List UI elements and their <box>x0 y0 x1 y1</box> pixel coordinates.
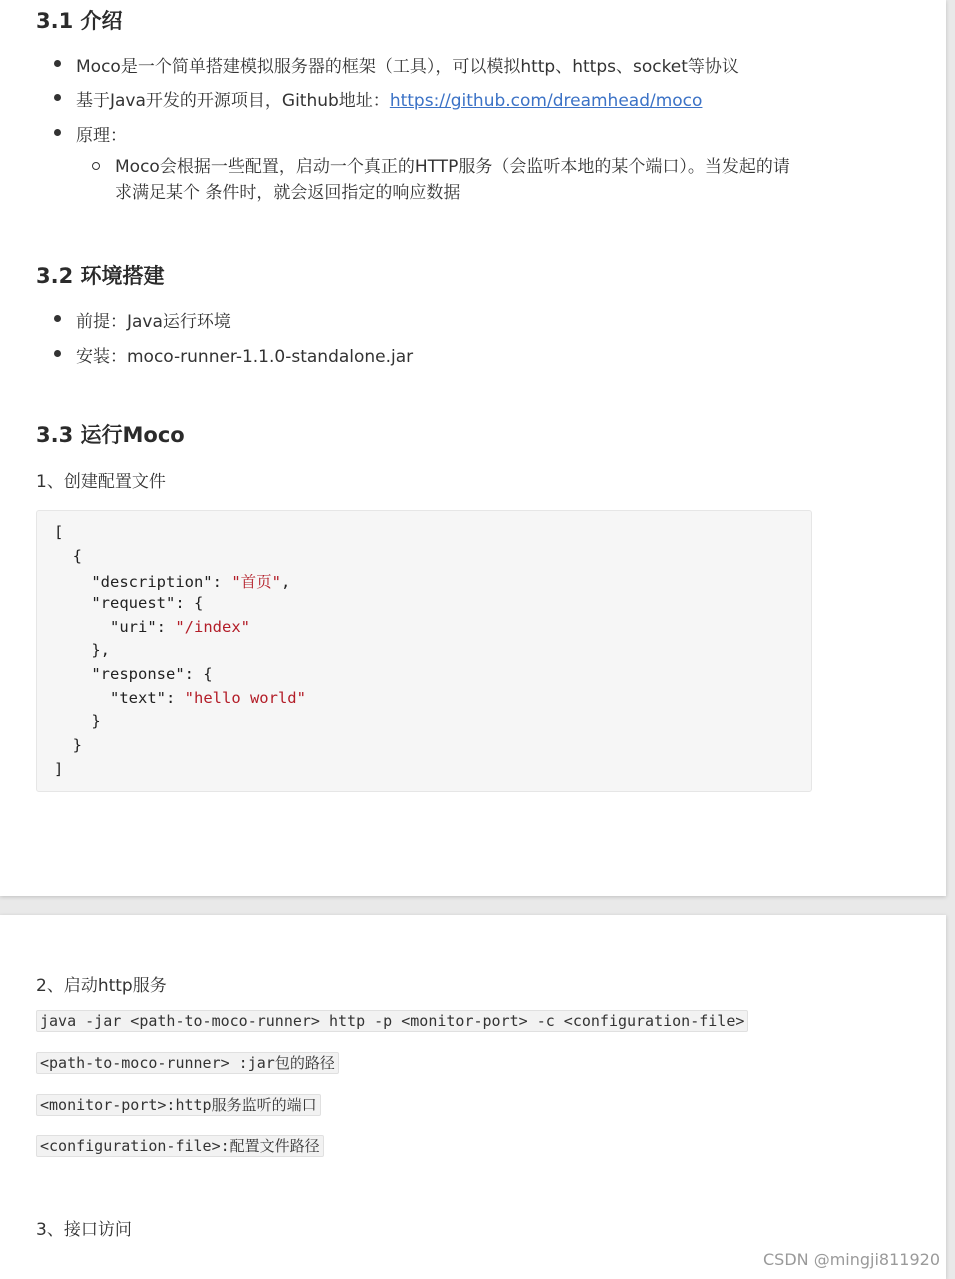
param-path-code[interactable] <box>36 1052 339 1074</box>
step-3-text: 3、接口访问 <box>36 1220 132 1240</box>
setup-bullet-2: 安装：moco-runner-1.1.0-standalone.jar <box>76 347 414 367</box>
code-line: ] <box>54 760 64 778</box>
command-code[interactable]: java -jar <path-to-moco-runner> http -p <monitor-port> -c <configuration-file> <box>36 1010 748 1032</box>
intro-bullet-3: 原理： <box>76 126 127 146</box>
section-heading-run: 3.3 运行Moco <box>36 423 185 447</box>
code-line: "request": { <box>54 594 204 612</box>
setup-bullet-1: 前提：Java运行环境 <box>76 312 231 332</box>
param-config-code[interactable] <box>36 1135 324 1157</box>
csdn-watermark: CSDN @mingji811920 <box>763 1250 940 1269</box>
bullet-dot <box>54 129 61 136</box>
param-path-name: <path-to-moco-runner> :jar <box>40 1054 275 1072</box>
code-string: "首页" <box>231 573 281 591</box>
section-heading-intro: 3.1 介绍 <box>36 9 123 33</box>
intro-bullet-1: Moco是一个简单搭建模拟服务器的框架（工具），可以模拟http、https、socket等协议 <box>76 57 739 77</box>
code-line: } <box>54 712 101 730</box>
principle-line-1: Moco会根据一些配置，启动一个真正的HTTP服务（会监听本地的某个端口）。当发起的请 <box>115 157 790 177</box>
intro-bullet-2-text: 基于Java开发的开源项目，Github地址： <box>76 91 390 111</box>
code-line <box>54 689 306 707</box>
code-string: "hello world" <box>184 689 306 707</box>
code-line: } <box>54 736 82 754</box>
github-link[interactable]: https://github.com/dreamhead/moco <box>389 91 703 111</box>
bullet-dot <box>54 350 61 357</box>
principle-sub-bullet <box>115 154 815 206</box>
sub-bullet-circle <box>92 162 100 170</box>
param-config-name: <configuration-file>: <box>40 1137 230 1155</box>
code-line: { <box>54 547 82 565</box>
param-port-name: <monitor-port>:http <box>40 1096 212 1114</box>
step-2-text: 2、启动http服务 <box>36 976 167 996</box>
code-key: "text": <box>54 689 185 707</box>
document-page-2 <box>0 915 946 1279</box>
code-string: "/index" <box>175 618 250 636</box>
param-config-desc: 配置文件路径 <box>229 1137 320 1155</box>
code-line <box>54 618 250 636</box>
bullet-dot <box>54 94 61 101</box>
code-line: [ <box>54 523 64 541</box>
bullet-dot <box>54 315 61 322</box>
code-line: }, <box>54 641 110 659</box>
principle-line-2: 求满足某个 条件时，就会返回指定的响应数据 <box>115 183 461 203</box>
code-line <box>54 570 290 592</box>
code-key: "uri": <box>54 618 176 636</box>
code-line: "response": { <box>54 665 213 683</box>
code-punct: , <box>280 573 291 591</box>
config-code-block[interactable] <box>36 510 812 792</box>
intro-bullet-2 <box>76 86 702 111</box>
code-key: "description": <box>54 573 232 591</box>
step-1-text: 1、创建配置文件 <box>36 472 166 492</box>
section-heading-setup: 3.2 环境搭建 <box>36 264 165 288</box>
bullet-dot <box>54 60 61 67</box>
param-path-desc: 包的路径 <box>274 1054 335 1072</box>
param-port-code[interactable] <box>36 1094 321 1116</box>
param-port-desc: 服务监听的端口 <box>211 1096 317 1114</box>
